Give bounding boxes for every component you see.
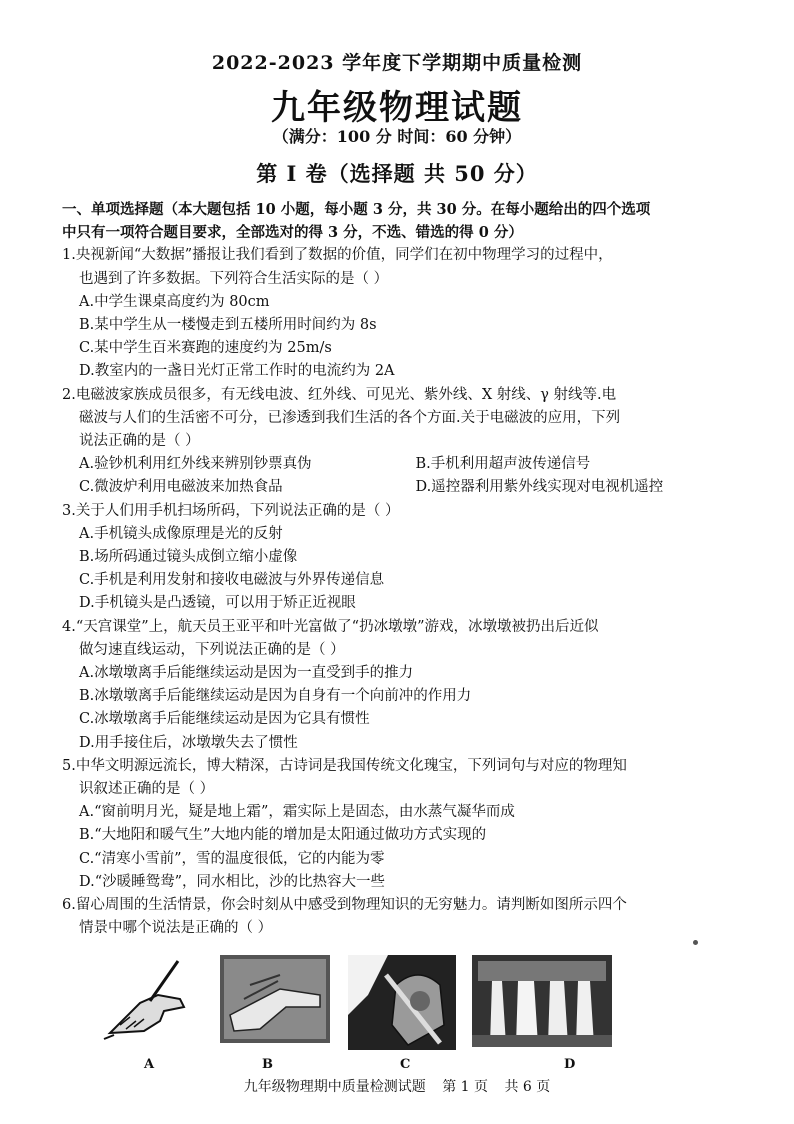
figure-a-writing-hand [100,955,200,1045]
question-stem: 做匀速直线运动，下列说法正确的是（ ） [79,641,345,658]
question-stem: 5.中华文明源远流长，博大精深，古诗词是我国传统文化瑰宝，下列词句与对应的物理知 [62,757,627,774]
scan-speck [693,940,698,945]
footer-page-total: 共 6 页 [504,1079,551,1095]
footer-page-number: 第 1 页 [442,1079,488,1095]
question-4 [62,616,752,755]
figure-strip [100,955,660,1075]
question-stem: 磁波与人们的生活密不可分，已渗透到我们生活的各个方面.关于电磁波的应用，下列 [79,409,621,426]
option-d: D.“沙暖睡鸳鸯”，同水相比，沙的比热容大一些 [79,873,386,890]
exam-term-line: 2022-2023 学年度下学期期中质量检测 [211,52,583,74]
question-6 [62,894,752,940]
option-a: A.验钞机利用红外线来辨别钞票真伪 [79,456,312,473]
figure-c-seatbelt-photo [348,955,456,1050]
option-c: C.手机是利用发射和接收电磁波与外界传递信息 [79,572,385,589]
question-stem: 也遇到了许多数据。下列符合生活实际的是（ ） [79,270,389,287]
page-footer [0,1076,794,1096]
option-c: C.微波炉利用电磁波来加热食品 [79,479,283,496]
option-b: B.场所码通过镜头成倒立缩小虚像 [79,549,298,566]
option-a: A.中学生课桌高度约为 80cm [79,293,270,310]
figure-label-c: C [400,1057,411,1072]
footer-exam-name: 九年级物理期中质量检测试题 [243,1079,426,1095]
option-c: C.冰墩墩离手后能继续运动是因为它具有惯性 [79,711,370,728]
question-stem: 识叙述正确的是（ ） [79,781,215,798]
question-stem: 6.留心周围的生活情景，你会时刻从中感受到物理知识的无穷魅力。请判断如图所示四个 [62,897,627,914]
section-heading-cont: 中只有一项符合题目要求，全部选对的得 3 分，不选、错选的得 0 分） [62,224,523,242]
exam-meta: （满分：100 分 时间：60 分钟） [272,127,522,146]
option-c: C.“清寒小雪前”，雪的温度很低，它的内能为零 [79,850,385,867]
option-a: A.冰墩墩离手后能继续运动是因为一直受到手的推力 [79,665,414,682]
question-3 [62,500,752,616]
figure-label-d: D [564,1057,576,1072]
question-5 [62,755,752,894]
question-stem: 情景中哪个说法是正确的（ ） [79,920,273,937]
figure-b-hand-photo [220,955,330,1043]
question-2 [62,384,752,500]
part-title: 第 I 卷（选择题 共 50 分） [256,161,538,186]
figure-label-a: A [144,1057,155,1072]
option-row [62,453,752,476]
question-1 [62,244,752,383]
page-title: 九年级物理试题 [271,88,523,128]
option-b: B.手机利用超声波传递信号 [415,456,591,473]
option-d: D.手机镜头是凸透镜，可以用于矫正近视眼 [79,595,356,612]
question-stem: 4.“天宫课堂”上，航天员王亚平和叶光富做了“扔冰墩墩”游戏，冰墩墩被扔出后近似 [62,618,599,635]
figure-d-waterfall-photo [472,955,612,1047]
option-a: A.“窗前明月光，疑是地上霜”，霜实际上是固态，由水蒸气凝华而成 [79,804,515,821]
option-b: B.“大地阳和暖气生”大地内能的增加是太阳通过做功方式实现的 [79,827,487,844]
option-c: C.某中学生百米赛跑的速度约为 25m/s [79,340,332,357]
option-row [62,476,752,499]
option-d: D.遥控器利用紫外线实现对电视机遥控 [415,479,664,496]
option-b: B.某中学生从一楼慢走到五楼所用时间约为 8s [79,317,377,334]
figure-label-b: B [262,1057,273,1072]
question-stem: 2.电磁波家族成员很多，有无线电波、红外线、可见光、紫外线、X 射线、γ 射线等.电 [62,386,617,403]
question-stem: 说法正确的是（ ） [79,433,200,450]
section-heading: 一、单项选择题（本大题包括 10 小题，每小题 3 分，共 30 分。在每小题给出的四个选项 [62,201,651,218]
option-d: D.用手接住后，冰墩墩失去了惯性 [79,734,298,751]
question-area [62,198,752,941]
option-b: B.冰墩墩离手后能继续运动是因为自身有一个向前冲的作用力 [79,688,472,705]
option-a: A.手机镜头成像原理是光的反射 [79,525,283,542]
question-stem: 3.关于人们用手机扫场所码，下列说法正确的是（ ） [62,502,400,519]
question-stem: 1.央视新闻“大数据”播报让我们看到了数据的价值，同学们在初中物理学习的过程中， [62,247,613,264]
option-d: D.教室内的一盏日光灯正常工作时的电流约为 2A [79,363,395,380]
